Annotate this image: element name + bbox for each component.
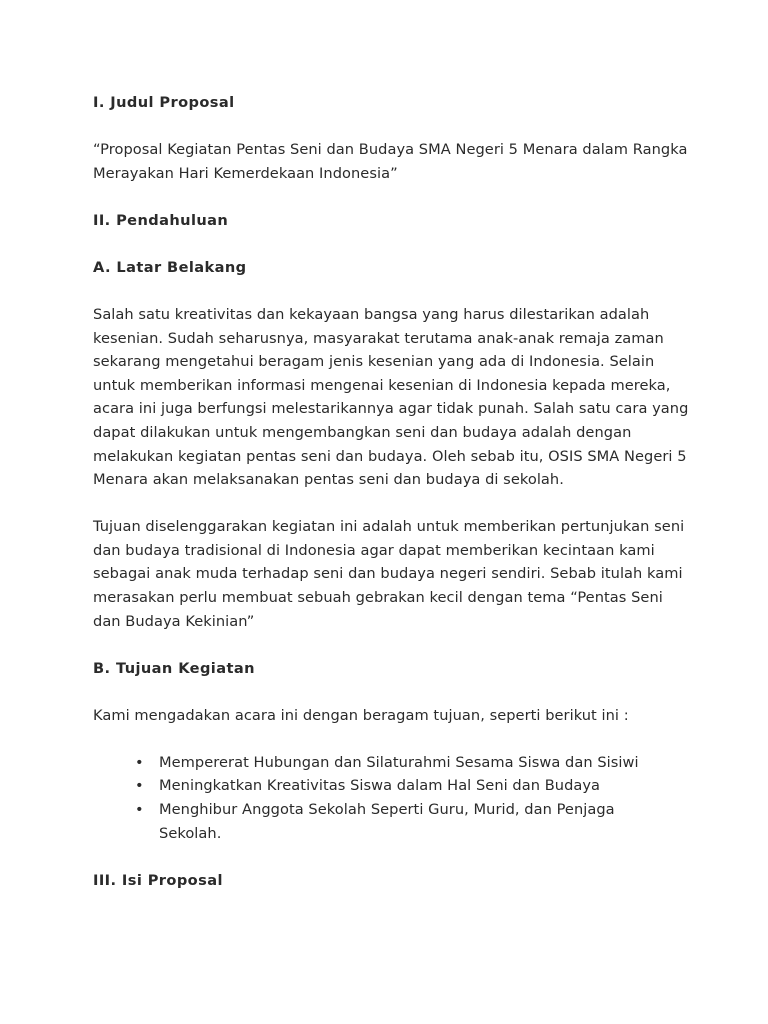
heading-judul-proposal: I. Judul Proposal (93, 94, 235, 111)
proposal-title-quote: “Proposal Kegiatan Pentas Seni dan Budaya SMA Negeri 5 Menara dalam Rangka Merayakan Hari Kemerdekaan Indonesia” (93, 141, 688, 182)
paragraph-tujuan: Tujuan diselenggarakan kegiatan ini adalah untuk memberikan pertunjukan seni dan budaya tradisional di Indonesia agar dapat memberikan kecintaan kami sebagai anak muda terhadap seni dan budaya negeri sendiri. Sebab itulah kami merasakan perlu membuat sebuah gebrakan kecil dengan tema “Pentas Seni dan Budaya Kekinian” (93, 518, 685, 630)
heading-tujuan-kegiatan: B. Tujuan Kegiatan (93, 659, 255, 677)
spacer (93, 633, 693, 657)
list-item-text: Mempererat Hubungan dan Silaturahmi Sesama Siswa dan Sisiwi (159, 753, 639, 771)
spacer (93, 845, 693, 869)
document-content (93, 91, 693, 892)
spacer (93, 727, 693, 751)
bullet-list (93, 751, 693, 845)
list-item-text: Menghibur Anggota Sekolah Seperti Guru, Murid, dan Penjaga Sekolah. (159, 801, 615, 842)
spacer (93, 279, 693, 303)
paragraph-latar-belakang: Salah satu kreativitas dan kekayaan bangsa yang harus dilestarikan adalah kesenian. Sudah seharusnya, masyarakat terutama anak-anak remaja zaman sekarang mengetahui beragam jenis kesenian yang ada di Indonesia. Selain untuk memberikan informasi mengenai kesenian di Indonesia kepada mereka, acara ini juga berfungsi melestarikannya agar tidak punah. Salah satu cara yang dapat dilakukan untuk mengembangkan seni dan budaya adalah dengan melakukan kegiatan pentas seni dan budaya. Oleh sebab itu, OSIS SMA Negeri 5 Menara akan melaksanakan pentas seni dan budaya di sekolah. (93, 305, 689, 489)
heading-isi-proposal: III. Isi Proposal (93, 871, 223, 889)
spacer (93, 680, 693, 704)
bullet-icon: • (135, 801, 144, 819)
spacer (93, 115, 693, 139)
spacer (93, 185, 693, 209)
heading-pendahuluan: II. Pendahuluan (93, 211, 229, 229)
spacer (93, 232, 693, 256)
list-item (93, 751, 669, 775)
list-item-text: Meningkatkan Kreativitas Siswa dalam Hal Seni dan Budaya (159, 777, 601, 795)
heading-latar-belakang: A. Latar Belakang (93, 258, 247, 276)
bullet-icon: • (135, 753, 144, 771)
paragraph-intro-list: Kami mengadakan acara ini dengan beragam tujuan, seperti berikut ini : (93, 706, 629, 724)
bullet-icon: • (135, 777, 144, 795)
list-item (93, 774, 669, 798)
spacer (93, 492, 693, 516)
list-item (93, 798, 669, 845)
